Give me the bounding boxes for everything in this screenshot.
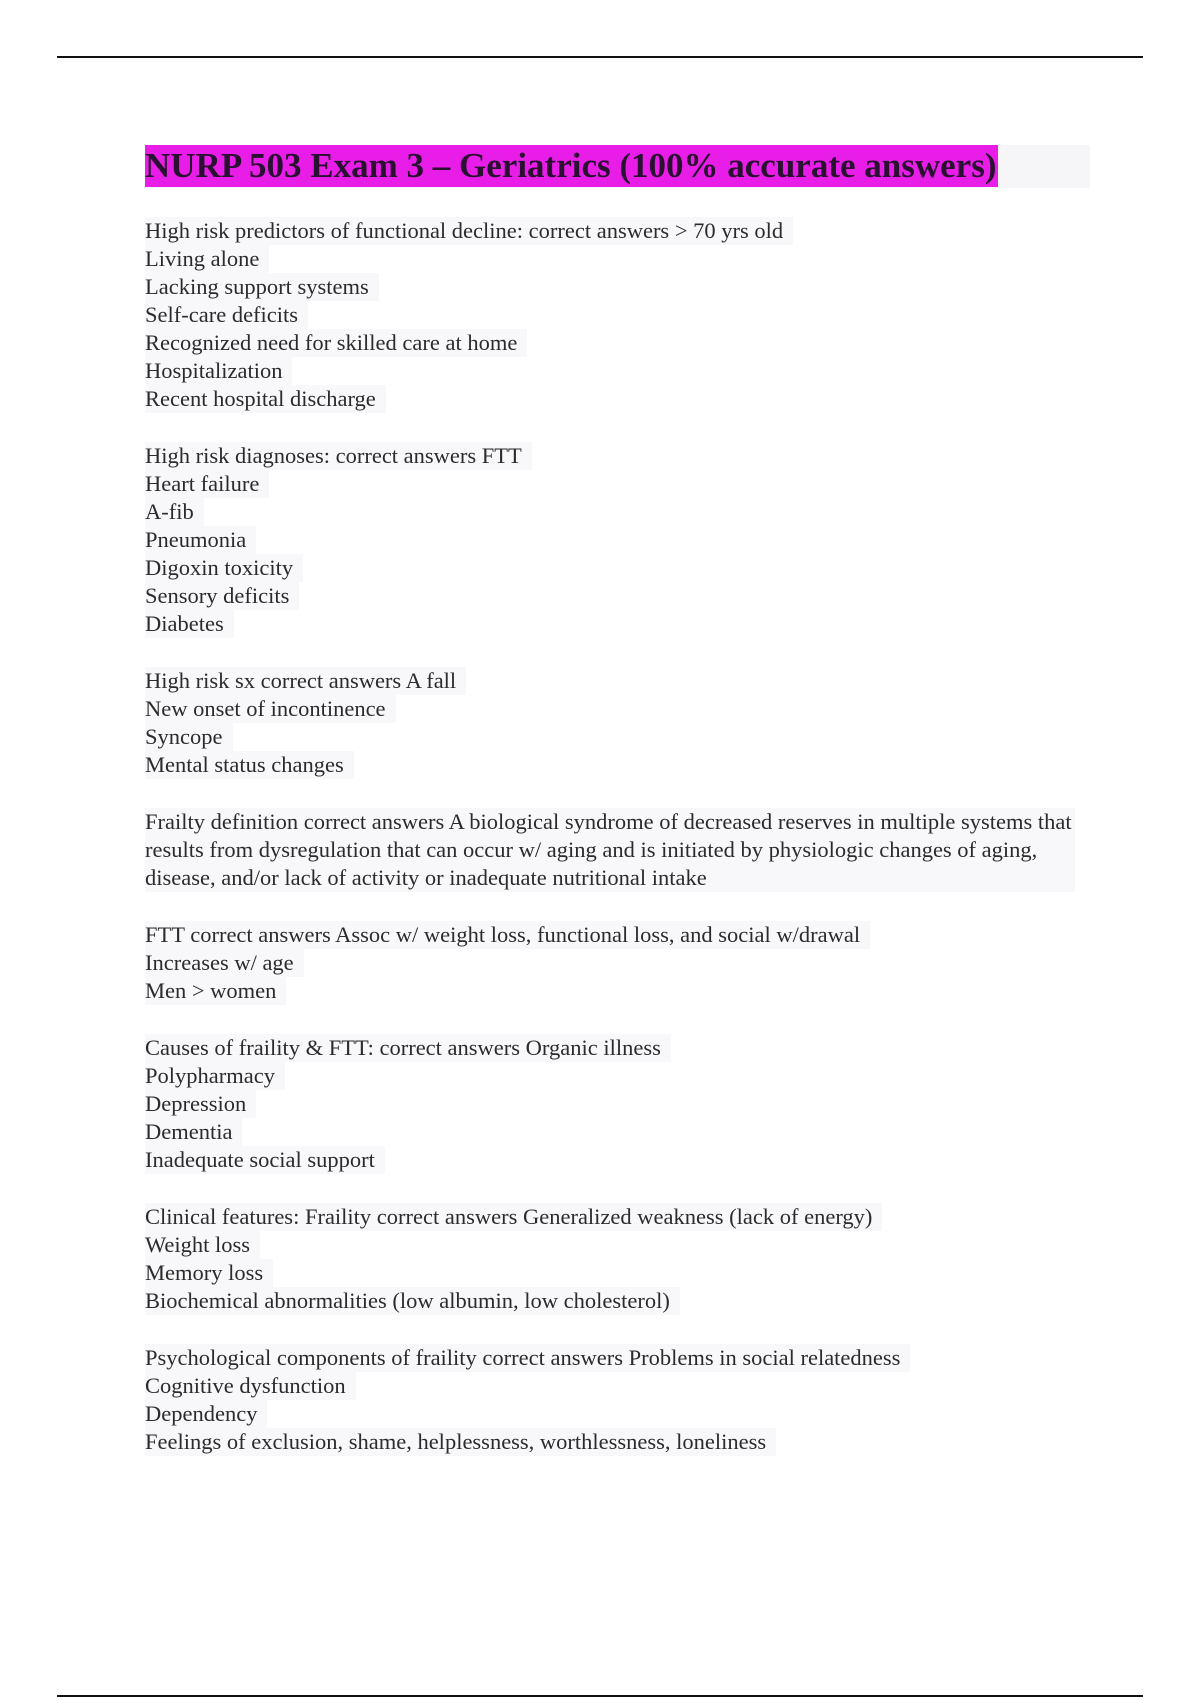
section-causes-of-frailty [145, 1034, 1090, 1174]
list-item: High risk diagnoses: correct answers FTT [145, 442, 532, 470]
list-item: Feelings of exclusion, shame, helplessness, worthlessness, loneliness [145, 1428, 776, 1456]
bottom-rule [57, 1695, 1143, 1697]
section-high-risk-sx [145, 667, 1090, 779]
list-item: Weight loss [145, 1231, 260, 1259]
list-item: Increases w/ age [145, 949, 304, 977]
list-item: High risk sx correct answers A fall [145, 667, 466, 695]
section-psychological-components [145, 1344, 1090, 1456]
section-high-risk-predictors [145, 217, 1090, 413]
list-item: High risk predictors of functional decline: correct answers > 70 yrs old [145, 217, 793, 245]
list-item: Lacking support systems [145, 273, 379, 301]
list-item: FTT correct answers Assoc w/ weight loss, functional loss, and social w/drawal [145, 921, 870, 949]
list-item: Digoxin toxicity [145, 554, 303, 582]
list-item: Diabetes [145, 610, 234, 638]
document-body [145, 145, 1090, 1456]
section-frailty-definition [145, 808, 1090, 892]
list-item: Polypharmacy [145, 1062, 285, 1090]
list-item: Causes of fraility & FTT: correct answers Organic illness [145, 1034, 671, 1062]
title-band [145, 145, 1090, 188]
list-item: Psychological components of fraility correct answers Problems in social relatedness [145, 1344, 910, 1372]
list-item: Self-care deficits [145, 301, 308, 329]
list-item: Syncope [145, 723, 233, 751]
list-item: Cognitive dysfunction [145, 1372, 356, 1400]
list-item: New onset of incontinence [145, 695, 396, 723]
list-item: A-fib [145, 498, 204, 526]
list-item: Living alone [145, 245, 269, 273]
list-item: Men > women [145, 977, 286, 1005]
list-item: Recent hospital discharge [145, 385, 386, 413]
section-clinical-features [145, 1203, 1090, 1315]
list-item: Clinical features: Fraility correct answers Generalized weakness (lack of energy) [145, 1203, 882, 1231]
list-item: Recognized need for skilled care at home [145, 329, 527, 357]
list-item: Biochemical abnormalities (low albumin, low cholesterol) [145, 1287, 680, 1315]
list-item: Dementia [145, 1118, 242, 1146]
list-item: Dependency [145, 1400, 267, 1428]
section-ftt [145, 921, 1090, 1005]
list-item: Inadequate social support [145, 1146, 385, 1174]
paragraph: Frailty definition correct answers A biological syndrome of decreased reserves in multiple systems that results from dysregulation that can occur w/ aging and is initiated by physiologic changes of aging, disease, and/or lack of activity or inadequate nutritional intake [145, 808, 1075, 892]
section-high-risk-diagnoses [145, 442, 1090, 638]
document-title: NURP 503 Exam 3 – Geriatrics (100% accurate answers) [145, 146, 997, 185]
list-item: Sensory deficits [145, 582, 299, 610]
list-item: Memory loss [145, 1259, 273, 1287]
list-item: Mental status changes [145, 751, 354, 779]
list-item: Pneumonia [145, 526, 256, 554]
list-item: Heart failure [145, 470, 269, 498]
list-item: Depression [145, 1090, 256, 1118]
list-item: Hospitalization [145, 357, 292, 385]
top-rule [57, 56, 1143, 58]
